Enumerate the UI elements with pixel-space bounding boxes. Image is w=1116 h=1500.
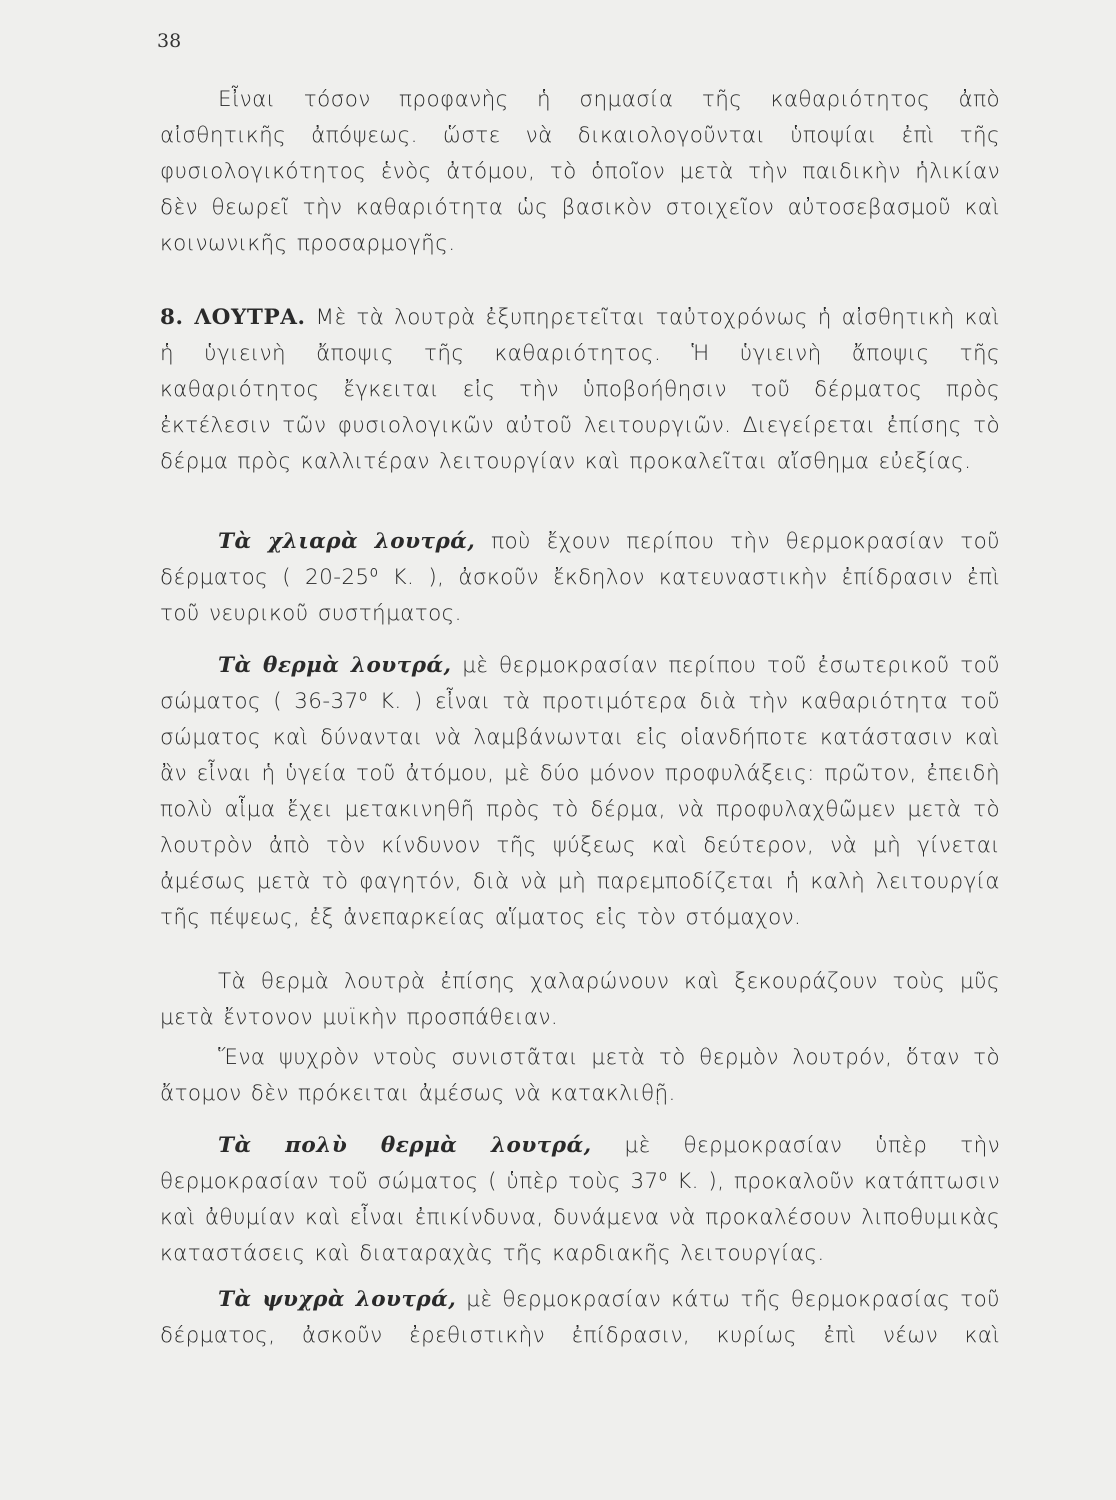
paragraph-text	[160, 648, 1000, 936]
paragraph-text	[160, 300, 1000, 480]
paragraph-text: Τὰ θερμὰ λουτρὰ ἐπίσης χαλαρώνουν καὶ ξεκουράζουν τοὺς μῦς μετὰ ἔντονον μυϊκὴν προσπάθειαν.	[160, 969, 1000, 1030]
paragraph-lead: Τὰ χλιαρὰ λουτρά,	[218, 529, 476, 554]
paragraph-body: μὲ θερμοκρασίαν κάτω τῆς θερμοκρασίας τοῦ δέρματος, ἀσκοῦν ἐρεθιστικὴν ἐπίδρασιν, κυρίως ἐπὶ νέων καὶ	[160, 1287, 1000, 1348]
section-heading: 8. ΛΟΥΤΡΑ.	[160, 305, 306, 330]
paragraph-warm-baths	[160, 648, 1000, 936]
paragraph-text: Εἶναι τόσον προφανὴς ἡ σημασία τῆς καθαριότητος ἀπὸ αἰσθητικῆς ἀπόψεως. ὥστε νὰ δικαιολογοῦνται ὑποψίαι ἐπὶ τῆς φυσιολογικότητος ἑνὸς ἀτόμου, τὸ ὁποῖον μετὰ τὴν παιδικὴν ἡλικίαν δὲν θεωρεῖ τὴν καθαριότητα ὡς βασικὸν στοιχεῖον αὐτοσεβασμοῦ καὶ κοινωνικῆς προσαρμογῆς.	[160, 87, 1000, 256]
paragraph-body: μὲ θερμοκρασίαν περίπου τοῦ ἐσωτερικοῦ τοῦ σώματος ( 36-37⁰ Κ. ) εἶναι τὰ προτιμότερα διὰ τὴν καθαριότητα τοῦ σώματος καὶ δύνανται νὰ λαμβάνωνται εἰς οἱανδήποτε κατάστασιν καὶ ἂν εἶναι ἡ ὑγεία τοῦ ἀτόμου, μὲ δύο μόνον προφυλάξεις: πρῶτον, ἐπειδὴ πολὺ αἷμα ἔχει μετακινηθῆ πρὸς τὸ δέρμα, νὰ προφυλαχθῶμεν μετὰ τὸ λουτρὸν ἀπὸ τὸν κίνδυνον τῆς ψύξεως καὶ δεύτερον, νὰ μὴ γίνεται ἀμέσως μετὰ τὸ φαγητόν, διὰ νὰ μὴ παρεμποδίζεται ἡ καλὴ λειτουργία τῆς πέψεως, ἐξ ἀνεπαρκείας αἵματος εἰς τὸν στόμαχον.	[160, 653, 1000, 930]
paragraph-cold-shower	[160, 1040, 1000, 1112]
paragraph-body: μὲ θερμοκρασίαν ὑπὲρ τὴν θερμοκρασίαν τοῦ σώματος ( ὑπὲρ τοὺς 37⁰ Κ. ), προκαλοῦν κατάπτωσιν καὶ ἀθυμίαν καὶ εἶναι ἐπικίνδυνα, δυνάμενα νὰ προκαλέσουν λιποθυμικὰς καταστάσεις καὶ διαταραχὰς τῆς καρδιακῆς λειτουργίας.	[160, 1133, 1001, 1266]
paragraph-lead: Τὰ θερμὰ λουτρά,	[218, 653, 452, 678]
paragraph-lead: Τὰ ψυχρὰ λουτρά,	[218, 1287, 457, 1312]
page-number: 38	[157, 30, 182, 52]
paragraph-text: Ἕνα ψυχρὸν ντοὺς συνιστᾶται μετὰ τὸ θερμὸν λουτρόν, ὅταν τὸ ἄτομον δὲν πρόκειται ἀμέσως νὰ κατακλιθῇ.	[160, 1045, 1000, 1106]
paragraph-lead: Τὰ πολὺ θερμὰ λουτρά,	[218, 1133, 592, 1158]
paragraph-text	[160, 524, 1000, 632]
paragraph-very-hot-baths	[160, 1128, 1000, 1272]
section-body: Μὲ τὰ λουτρὰ ἐξυπηρετεῖται ταὐτοχρόνως ἡ αἰσθητικὴ καὶ ἡ ὑγιεινὴ ἄποψις τῆς καθαριότητος. Ἡ ὑγιεινὴ ἄποψις τῆς καθαριότητος ἔγκειται εἰς τὴν ὑποβοήθησιν τοῦ δέρματος πρὸς ἐκτέλεσιν τῶν φυσιολογικῶν αὐτοῦ λειτουργιῶν. Διεγείρεται ἐπίσης τὸ δέρμα πρὸς καλλιτέραν λειτουργίαν καὶ προκαλεῖται αἴσθημα εὐεξίας.	[160, 305, 1000, 474]
paragraph-lukewarm-baths	[160, 524, 1000, 632]
paragraph-cold-baths	[160, 1282, 1000, 1354]
paragraph-text	[160, 1128, 1000, 1272]
paragraph-muscle-relaxation	[160, 964, 1000, 1036]
section-baths	[160, 300, 1000, 480]
paragraph-text	[160, 1282, 1000, 1354]
paragraph-body: ποὺ ἔχουν περίπου τὴν θερμοκρασίαν τοῦ δέρματος ( 20-25⁰ Κ. ), ἀσκοῦν ἔκδηλον κατευναστικὴν ἐπίδρασιν ἐπὶ τοῦ νευρικοῦ συστήματος.	[160, 529, 1000, 626]
paragraph-aesthetic-cleanliness	[160, 82, 1000, 262]
